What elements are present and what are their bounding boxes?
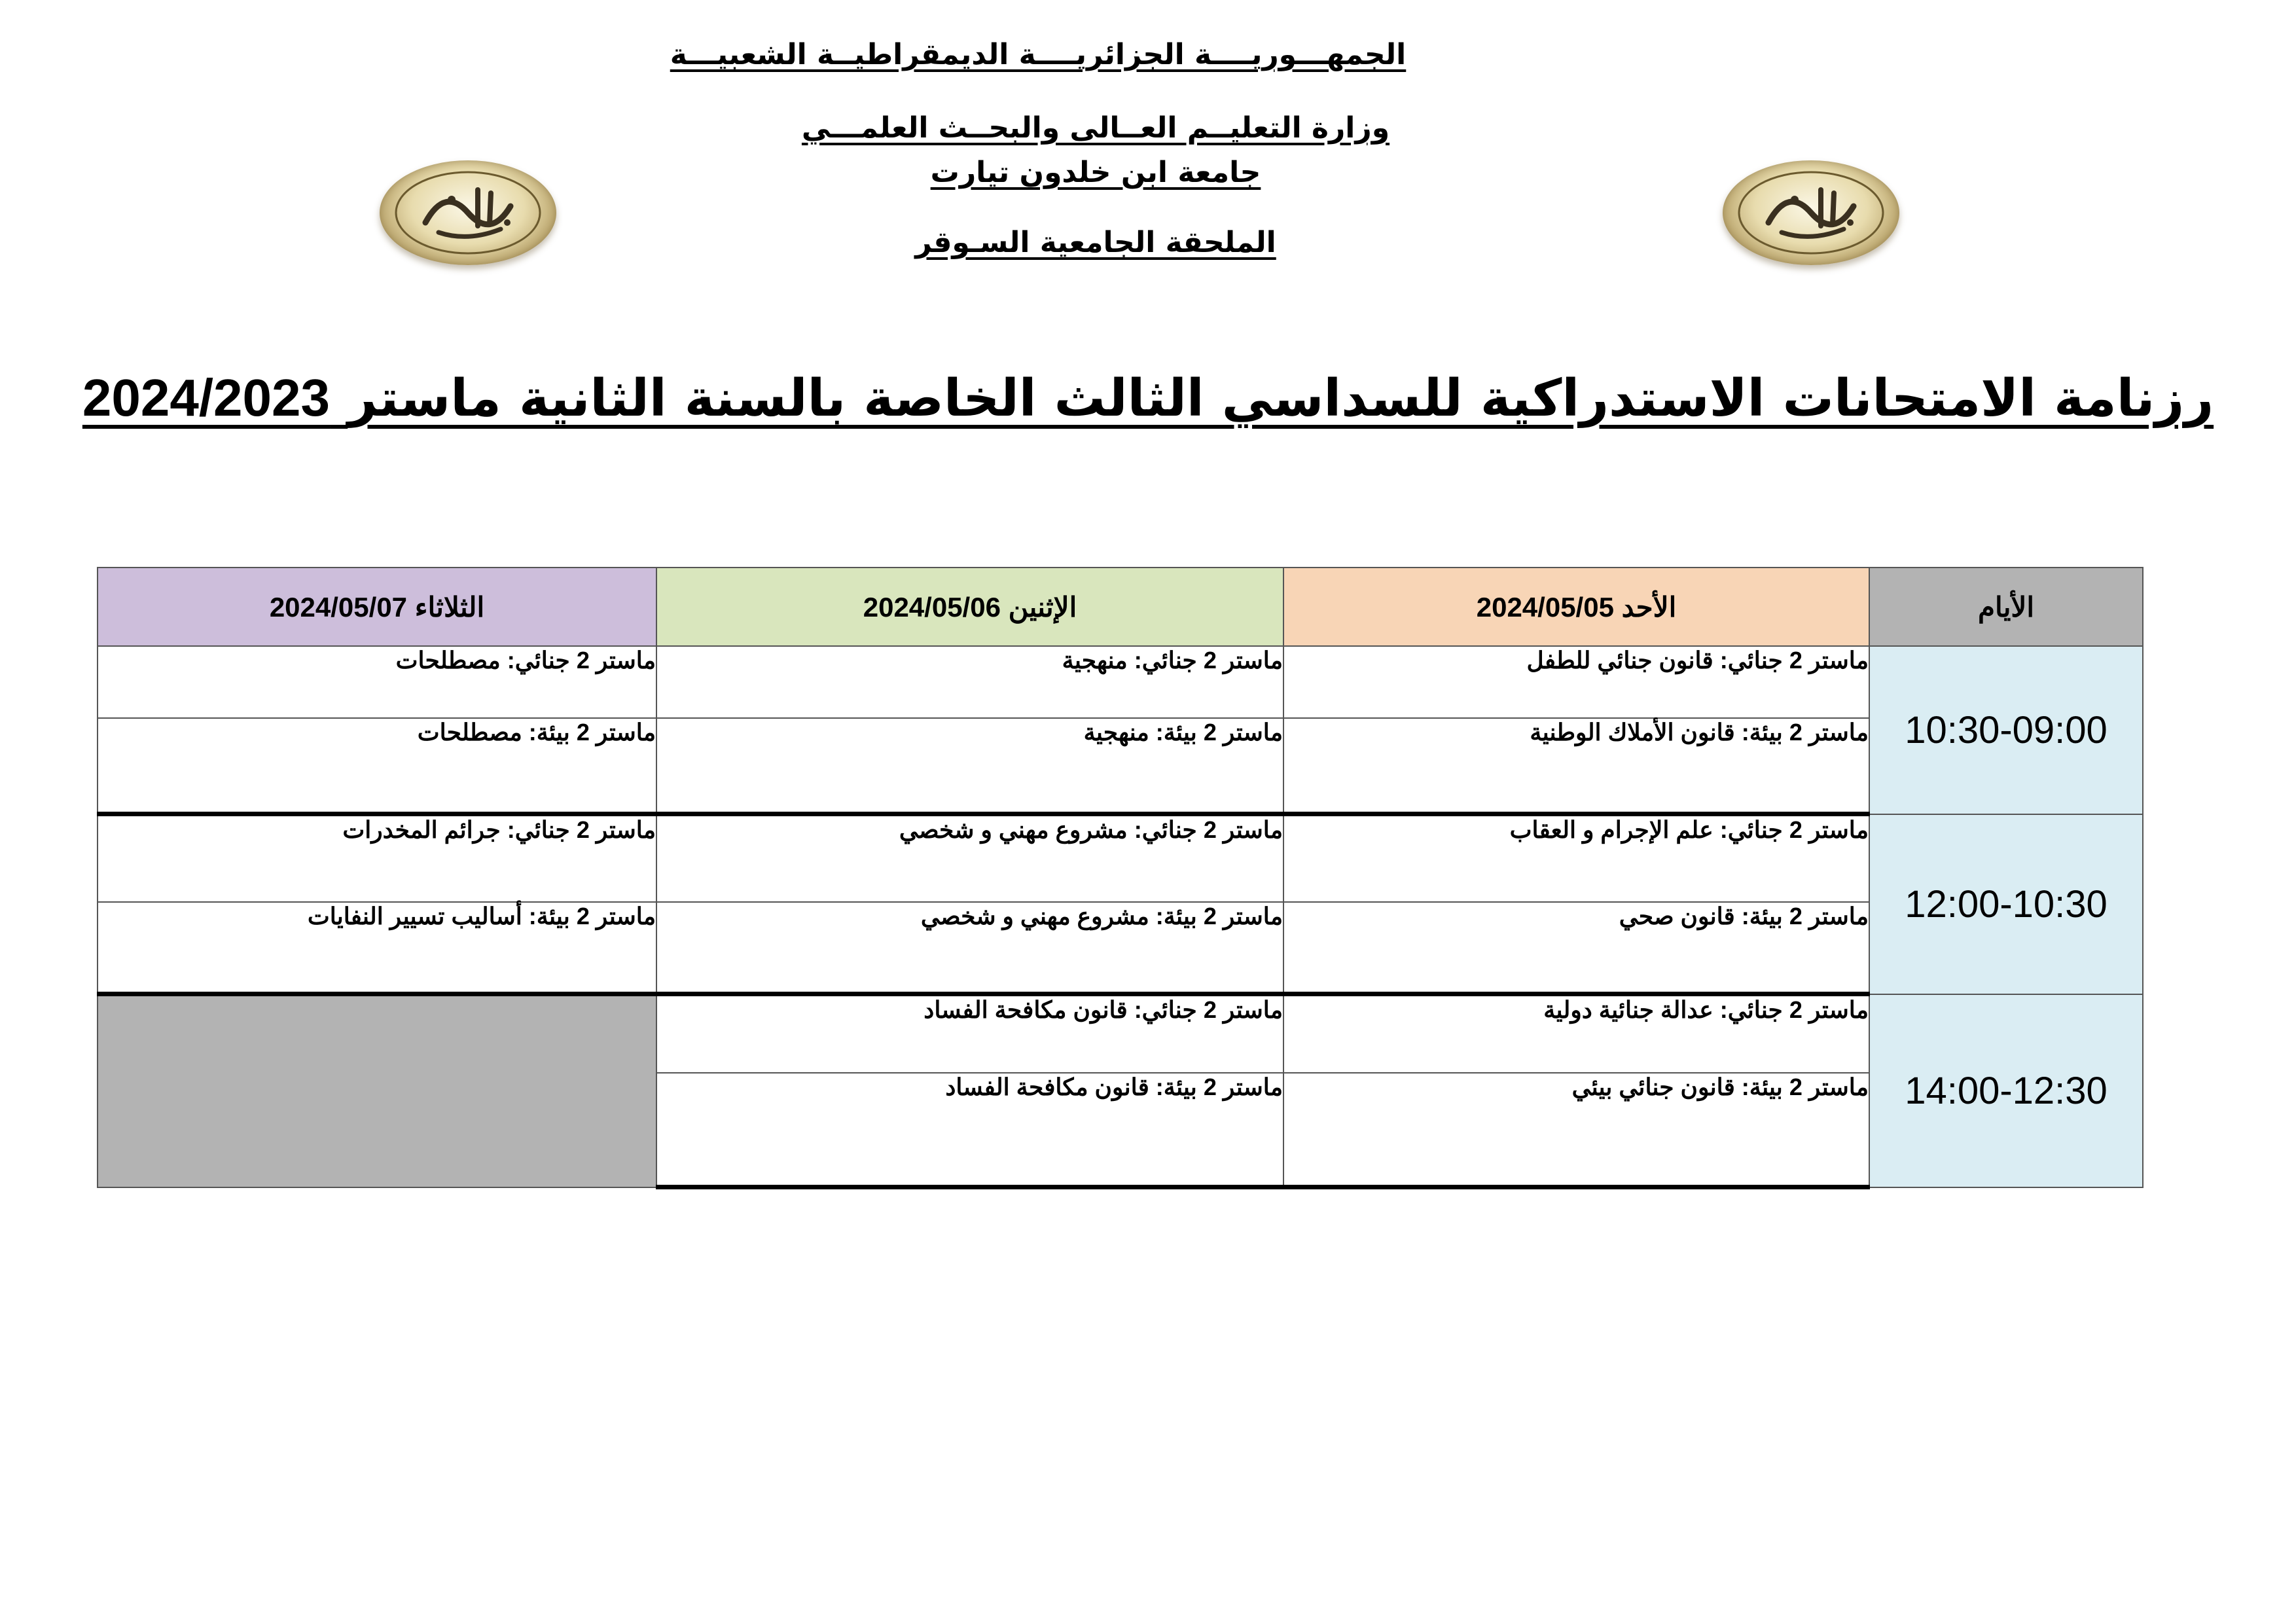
header-ministry: وزارة التعليــم العــالى والبحــث العلمـــي bbox=[801, 111, 1390, 145]
time-slot-3: 14:00-12:30 bbox=[1869, 994, 2143, 1187]
university-logo-right bbox=[1723, 160, 1899, 265]
day-sunday-header: الأحد 2024/05/05 bbox=[1283, 568, 1869, 646]
exam-cell: ماستر 2 بيئة: قانون جنائي بيئي bbox=[1283, 1073, 1869, 1187]
table-row bbox=[98, 902, 2143, 994]
table-row bbox=[98, 994, 2143, 1074]
title-year: 2024/2023 bbox=[82, 369, 331, 427]
exam-cell: ماستر 2 جنائي: قانون مكافحة الفساد bbox=[656, 994, 1283, 1074]
day-monday-header: الإثنين 2024/05/06 bbox=[656, 568, 1283, 646]
days-header: الأيام bbox=[1869, 568, 2143, 646]
exam-cell: ماستر 2 بيئة: أساليب تسيير النفايات bbox=[98, 902, 656, 994]
time-slot-1: 10:30-09:00 bbox=[1869, 646, 2143, 814]
day-tuesday-header: الثلاثاء 2024/05/07 bbox=[98, 568, 656, 646]
header-university: جامعة ابن خلدون تيارت bbox=[930, 156, 1261, 189]
table-row bbox=[98, 718, 2143, 814]
exam-cell: ماستر 2 بيئة: مشروع مهني و شخصي bbox=[656, 902, 1283, 994]
page-title bbox=[0, 368, 2296, 428]
exam-cell: ماستر 2 بيئة: منهجية bbox=[656, 718, 1283, 814]
exam-cell: ماستر 2 جنائي: جرائم المخدرات bbox=[98, 814, 656, 903]
table-row bbox=[98, 814, 2143, 903]
exam-cell: ماستر 2 جنائي: مشروع مهني و شخصي bbox=[656, 814, 1283, 903]
exam-cell: ماستر 2 جنائي: منهجية bbox=[656, 646, 1283, 718]
empty-cell bbox=[98, 994, 656, 1187]
table-row bbox=[98, 646, 2143, 718]
university-logo-left bbox=[380, 160, 556, 265]
exam-cell: ماستر 2 بيئة: قانون صحي bbox=[1283, 902, 1869, 994]
exam-cell: ماستر 2 بيئة: قانون مكافحة الفساد bbox=[656, 1073, 1283, 1187]
header-republic: الجمهـــوريــــة الجزائريــــة الديمقراطيــة الشعبيـــة bbox=[670, 38, 1407, 71]
exam-cell: ماستر 2 جنائي: مصطلحات bbox=[98, 646, 656, 718]
exam-cell: ماستر 2 جنائي: عدالة جنائية دولية bbox=[1283, 994, 1869, 1074]
exam-cell: ماستر 2 بيئة: مصطلحات bbox=[98, 718, 656, 814]
exam-schedule-table bbox=[97, 567, 2144, 1189]
table-header-row bbox=[98, 568, 2143, 646]
exam-cell: ماستر 2 بيئة: قانون الأملاك الوطنية bbox=[1283, 718, 1869, 814]
time-slot-2: 12:00-10:30 bbox=[1869, 814, 2143, 994]
header-annex: الملحقة الجامعية السـوقر bbox=[915, 226, 1276, 259]
exam-cell: ماستر 2 جنائي: قانون جنائي للطفل bbox=[1283, 646, 1869, 718]
exam-cell: ماستر 2 جنائي: علم الإجرام و العقاب bbox=[1283, 814, 1869, 903]
title-text: رزنامة الامتحانات الاستدراكية للسداسي الثالث الخاصة بالسنة الثانية ماستر bbox=[348, 369, 2214, 428]
